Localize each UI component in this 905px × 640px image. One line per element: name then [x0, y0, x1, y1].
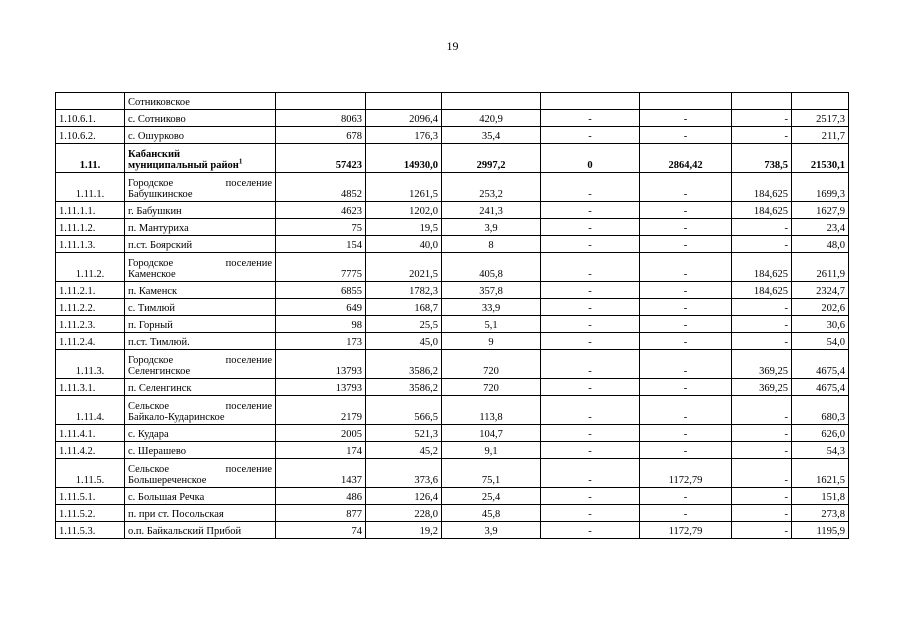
cell-col-4: -	[541, 379, 640, 396]
name-word: поселение	[225, 178, 272, 189]
cell-name: с. Сотниково	[125, 110, 276, 127]
cell-name: с. Ошурково	[125, 127, 276, 144]
cell-col-7: 4675,4	[792, 379, 849, 396]
cell-col-6: 369,25	[732, 379, 792, 396]
cell-col-6: 184,625	[732, 282, 792, 299]
cell-col-6: -	[732, 396, 792, 425]
cell-col-2: 168,7	[366, 299, 442, 316]
cell-col-5: -	[640, 396, 732, 425]
cell-col-5: 2864,42	[640, 144, 732, 173]
cell-col-7: 1621,5	[792, 459, 849, 488]
name-text: Селенгинское	[128, 366, 191, 377]
cell-col-1: 57423	[276, 144, 366, 173]
cell-col-1: 75	[276, 219, 366, 236]
name-line	[128, 189, 272, 200]
name-line	[128, 157, 272, 171]
cell-name: с. Шерашево	[125, 442, 276, 459]
cell-col-5: -	[640, 202, 732, 219]
cell-name	[125, 144, 276, 173]
cell-col-2: 126,4	[366, 488, 442, 505]
cell-code: 1.11.5.2.	[56, 505, 125, 522]
cell-col-3: 420,9	[442, 110, 541, 127]
cell-code: 1.11.2.3.	[56, 316, 125, 333]
table-row	[56, 93, 849, 110]
table-row	[56, 333, 849, 350]
name-line-justified	[128, 355, 272, 366]
cell-code: 1.11.1.2.	[56, 219, 125, 236]
table-row	[56, 236, 849, 253]
table-row	[56, 202, 849, 219]
cell-col-4: -	[541, 350, 640, 379]
cell-col-2: 1782,3	[366, 282, 442, 299]
cell-col-7: 1699,3	[792, 173, 849, 202]
cell-name: п. Селенгинск	[125, 379, 276, 396]
cell-col-5: -	[640, 333, 732, 350]
cell-col-1: 8063	[276, 110, 366, 127]
cell-name: п.ст. Тимлюй.	[125, 333, 276, 350]
cell-col-4: -	[541, 488, 640, 505]
name-word: поселение	[225, 401, 272, 412]
cell-col-2: 19,2	[366, 522, 442, 539]
cell-col-6: 738,5	[732, 144, 792, 173]
cell-col-1: 13793	[276, 379, 366, 396]
cell-code: 1.11.5.	[56, 459, 125, 488]
cell-col-7: 54,0	[792, 333, 849, 350]
cell-col-7: 202,6	[792, 299, 849, 316]
cell-col-3: 113,8	[442, 396, 541, 425]
name-line	[128, 475, 272, 486]
cell-col-5: -	[640, 505, 732, 522]
cell-col-7: 151,8	[792, 488, 849, 505]
cell-code: 1.11.2.1.	[56, 282, 125, 299]
cell-col-3: 357,8	[442, 282, 541, 299]
cell-code: 1.11.1.1.	[56, 202, 125, 219]
name-text: Большереченское	[128, 475, 207, 486]
cell-col-6: -	[732, 219, 792, 236]
cell-col-2: 566,5	[366, 396, 442, 425]
cell-col-3: 5,1	[442, 316, 541, 333]
cell-col-3: 104,7	[442, 425, 541, 442]
cell-col-4: -	[541, 522, 640, 539]
cell-code: 1.10.6.1.	[56, 110, 125, 127]
cell-name: п. при ст. Посольская	[125, 505, 276, 522]
cell-col-3: 253,2	[442, 173, 541, 202]
cell-code: 1.11.4.2.	[56, 442, 125, 459]
cell-col-7: 2611,9	[792, 253, 849, 282]
cell-col-7: 21530,1	[792, 144, 849, 173]
footnote-mark: 1	[238, 157, 243, 166]
cell-col-3: 9	[442, 333, 541, 350]
cell-col-4: -	[541, 110, 640, 127]
cell-col-2: 2021,5	[366, 253, 442, 282]
name-line	[128, 412, 272, 423]
cell-col-6: 184,625	[732, 253, 792, 282]
table-row	[56, 127, 849, 144]
cell-code: 1.11.2.	[56, 253, 125, 282]
cell-col-3: 720	[442, 350, 541, 379]
cell-col-3: 45,8	[442, 505, 541, 522]
name-word: поселение	[225, 464, 272, 475]
cell-code: 1.11.2.2.	[56, 299, 125, 316]
cell-col-4: -	[541, 396, 640, 425]
cell-col-4: -	[541, 505, 640, 522]
cell-col-1: 678	[276, 127, 366, 144]
name-word: поселение	[225, 355, 272, 366]
cell-col-6: 369,25	[732, 350, 792, 379]
cell-col-4: -	[541, 253, 640, 282]
table-row	[56, 219, 849, 236]
cell-col-1: 174	[276, 442, 366, 459]
cell-col-7: 4675,4	[792, 350, 849, 379]
name-line-justified	[128, 258, 272, 269]
name-line	[128, 366, 272, 377]
cell-col-1: 6855	[276, 282, 366, 299]
cell-col-4: -	[541, 333, 640, 350]
name-word: Городское	[128, 355, 174, 366]
cell-col-6: -	[732, 522, 792, 539]
cell-col-7: 2517,3	[792, 110, 849, 127]
cell-col-3: 8	[442, 236, 541, 253]
cell-col-3: 9,1	[442, 442, 541, 459]
cell-code: 1.11.5.1.	[56, 488, 125, 505]
name-line-justified	[128, 401, 272, 412]
cell-col-3: 25,4	[442, 488, 541, 505]
cell-name: Сотниковское	[125, 93, 276, 110]
cell-col-5: -	[640, 350, 732, 379]
cell-col-1: 486	[276, 488, 366, 505]
cell-col-2: 45,2	[366, 442, 442, 459]
cell-col-2: 176,3	[366, 127, 442, 144]
cell-name	[125, 253, 276, 282]
table-row	[56, 299, 849, 316]
cell-col-6: -	[732, 505, 792, 522]
cell-col-7: 211,7	[792, 127, 849, 144]
cell-col-2: 14930,0	[366, 144, 442, 173]
cell-col-2: 2096,4	[366, 110, 442, 127]
cell-col-5: 1172,79	[640, 522, 732, 539]
cell-col-6: -	[732, 110, 792, 127]
table-row	[56, 459, 849, 488]
cell-col-3: 405,8	[442, 253, 541, 282]
cell-col-1: 154	[276, 236, 366, 253]
cell-col-1: 4852	[276, 173, 366, 202]
cell-code: 1.11.3.1.	[56, 379, 125, 396]
name-word: поселение	[225, 258, 272, 269]
cell-col-2: 3586,2	[366, 350, 442, 379]
cell-col-3: 2997,2	[442, 144, 541, 173]
cell-col-4: -	[541, 459, 640, 488]
cell-col-2: 521,3	[366, 425, 442, 442]
cell-code: 1.11.1.	[56, 173, 125, 202]
cell-code	[56, 93, 125, 110]
cell-col-1: 877	[276, 505, 366, 522]
cell-name	[125, 350, 276, 379]
cell-col-6: -	[732, 488, 792, 505]
cell-code: 1.11.3.	[56, 350, 125, 379]
cell-col-4: -	[541, 442, 640, 459]
cell-col-3: 3,9	[442, 219, 541, 236]
cell-col-6: -	[732, 299, 792, 316]
cell-col-3: 720	[442, 379, 541, 396]
cell-col-5: -	[640, 379, 732, 396]
cell-code: 1.10.6.2.	[56, 127, 125, 144]
cell-code: 1.11.4.1.	[56, 425, 125, 442]
cell-col-2: 19,5	[366, 219, 442, 236]
cell-col-1: 2179	[276, 396, 366, 425]
name-text: Байкало-Кударинское	[128, 412, 225, 423]
cell-col-7: 54,3	[792, 442, 849, 459]
cell-col-4: -	[541, 219, 640, 236]
data-table	[55, 92, 849, 539]
table-row	[56, 442, 849, 459]
cell-col-5: -	[640, 282, 732, 299]
cell-col-7: 30,6	[792, 316, 849, 333]
cell-name: п. Мантуриха	[125, 219, 276, 236]
name-line	[128, 149, 272, 160]
name-text: Бабушкинское	[128, 189, 193, 200]
table-row	[56, 316, 849, 333]
table-row	[56, 505, 849, 522]
cell-col-2: 1202,0	[366, 202, 442, 219]
cell-name	[125, 459, 276, 488]
table-row	[56, 110, 849, 127]
cell-col-2: 45,0	[366, 333, 442, 350]
table-row	[56, 425, 849, 442]
cell-col-5: -	[640, 299, 732, 316]
cell-col-4: -	[541, 173, 640, 202]
cell-col-4: -	[541, 316, 640, 333]
cell-col-4: -	[541, 236, 640, 253]
cell-col-4: -	[541, 127, 640, 144]
table-row	[56, 144, 849, 173]
cell-col-7: 48,0	[792, 236, 849, 253]
name-text: Каменское	[128, 269, 176, 280]
cell-col-5: -	[640, 173, 732, 202]
cell-col-6: -	[732, 425, 792, 442]
cell-col-7: 626,0	[792, 425, 849, 442]
cell-col-7: 680,3	[792, 396, 849, 425]
cell-col-3: 3,9	[442, 522, 541, 539]
cell-col-3: 35,4	[442, 127, 541, 144]
name-text: муниципальный район	[128, 160, 239, 171]
cell-col-7: 1195,9	[792, 522, 849, 539]
name-word: Городское	[128, 258, 174, 269]
cell-code: 1.11.4.	[56, 396, 125, 425]
table-row	[56, 173, 849, 202]
cell-name: п.ст. Боярский	[125, 236, 276, 253]
cell-col-2: 1261,5	[366, 173, 442, 202]
cell-col-5: -	[640, 236, 732, 253]
cell-col-1	[276, 93, 366, 110]
cell-col-2: 373,6	[366, 459, 442, 488]
cell-col-3: 75,1	[442, 459, 541, 488]
cell-col-4: -	[541, 299, 640, 316]
cell-col-6: -	[732, 316, 792, 333]
cell-col-4: -	[541, 425, 640, 442]
cell-col-2: 40,0	[366, 236, 442, 253]
cell-col-5	[640, 93, 732, 110]
cell-col-6: -	[732, 442, 792, 459]
cell-col-7: 2324,7	[792, 282, 849, 299]
cell-col-5: -	[640, 127, 732, 144]
cell-col-6: 184,625	[732, 202, 792, 219]
cell-col-4	[541, 93, 640, 110]
cell-col-5: -	[640, 253, 732, 282]
cell-col-1: 4623	[276, 202, 366, 219]
cell-col-4: 0	[541, 144, 640, 173]
cell-name: с. Кудара	[125, 425, 276, 442]
cell-name: п. Горный	[125, 316, 276, 333]
cell-name: г. Бабушкин	[125, 202, 276, 219]
cell-col-3	[442, 93, 541, 110]
cell-col-2	[366, 93, 442, 110]
cell-col-2: 228,0	[366, 505, 442, 522]
cell-col-6: -	[732, 127, 792, 144]
name-word: Сельское	[128, 464, 170, 475]
cell-col-6: 184,625	[732, 173, 792, 202]
cell-name: п. Каменск	[125, 282, 276, 299]
cell-col-6: -	[732, 333, 792, 350]
name-text: Кабанский	[128, 149, 181, 160]
table-row	[56, 253, 849, 282]
cell-code: 1.11.5.3.	[56, 522, 125, 539]
table-row	[56, 396, 849, 425]
cell-col-5: -	[640, 442, 732, 459]
cell-col-1: 1437	[276, 459, 366, 488]
cell-col-6	[732, 93, 792, 110]
cell-col-2: 25,5	[366, 316, 442, 333]
table-row	[56, 379, 849, 396]
cell-col-1: 173	[276, 333, 366, 350]
table-row	[56, 350, 849, 379]
cell-col-1: 13793	[276, 350, 366, 379]
cell-name	[125, 396, 276, 425]
cell-col-5: -	[640, 425, 732, 442]
cell-col-7: 1627,9	[792, 202, 849, 219]
page-number: 19	[446, 39, 459, 53]
cell-col-5: -	[640, 110, 732, 127]
table-row	[56, 488, 849, 505]
name-word: Городское	[128, 178, 174, 189]
cell-col-4: -	[541, 202, 640, 219]
cell-col-7	[792, 93, 849, 110]
cell-col-7: 23,4	[792, 219, 849, 236]
cell-code: 1.11.	[56, 144, 125, 173]
cell-col-2: 3586,2	[366, 379, 442, 396]
name-word: Сельское	[128, 401, 170, 412]
cell-col-4: -	[541, 282, 640, 299]
cell-col-1: 649	[276, 299, 366, 316]
cell-name: с. Большая Речка	[125, 488, 276, 505]
cell-col-1: 74	[276, 522, 366, 539]
cell-col-3: 241,3	[442, 202, 541, 219]
table-body	[56, 93, 849, 539]
cell-col-3: 33,9	[442, 299, 541, 316]
cell-name: о.п. Байкальский Прибой	[125, 522, 276, 539]
cell-code: 1.11.2.4.	[56, 333, 125, 350]
cell-col-5: -	[640, 219, 732, 236]
cell-col-7: 273,8	[792, 505, 849, 522]
cell-col-5: -	[640, 316, 732, 333]
cell-name: с. Тимлюй	[125, 299, 276, 316]
cell-col-1: 98	[276, 316, 366, 333]
cell-col-5: -	[640, 488, 732, 505]
name-line-justified	[128, 464, 272, 475]
cell-col-1: 2005	[276, 425, 366, 442]
name-line	[128, 269, 272, 280]
table-row	[56, 522, 849, 539]
table-row	[56, 282, 849, 299]
cell-col-1: 7775	[276, 253, 366, 282]
cell-code: 1.11.1.3.	[56, 236, 125, 253]
cell-name	[125, 173, 276, 202]
name-line-justified	[128, 178, 272, 189]
cell-col-5: 1172,79	[640, 459, 732, 488]
cell-col-6: -	[732, 459, 792, 488]
cell-col-6: -	[732, 236, 792, 253]
